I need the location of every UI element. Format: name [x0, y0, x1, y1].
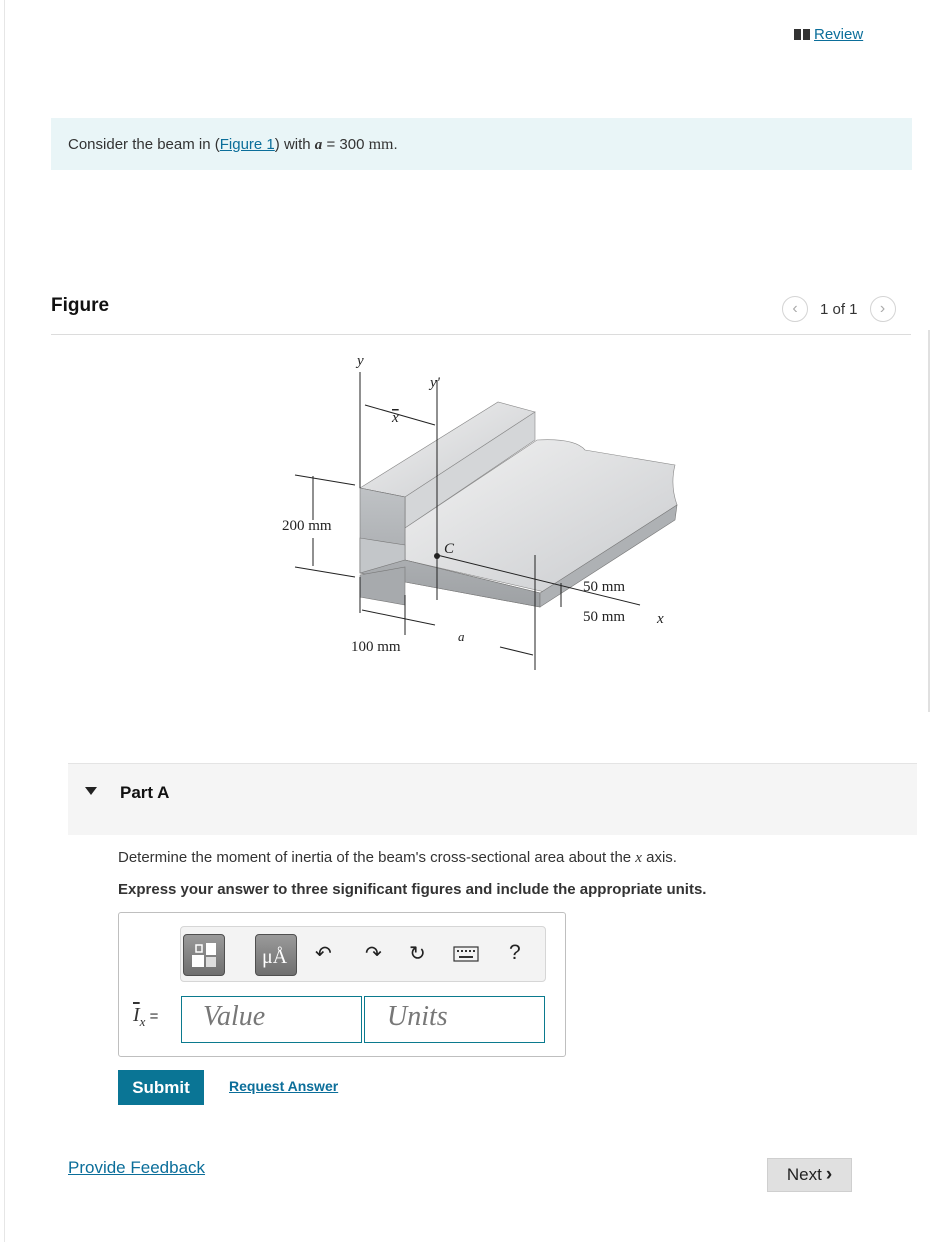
- part-a-header[interactable]: [68, 763, 917, 835]
- answer-box: [118, 912, 566, 1057]
- pager-count: 1 of 1: [820, 300, 858, 318]
- templates-button[interactable]: [183, 934, 225, 976]
- chevron-left-icon: ‹: [792, 300, 798, 317]
- next-label: Next: [786, 1165, 822, 1184]
- figure-divider: [51, 334, 911, 335]
- problem-unit: mm: [368, 136, 394, 153]
- next-figure-button[interactable]: [870, 296, 896, 322]
- centroid-dot: [434, 553, 440, 559]
- problem-suffix: .: [393, 136, 398, 153]
- submit-button[interactable]: Submit: [118, 1070, 204, 1105]
- answer-symbol-letter: $\overline{I}$: [133, 1004, 140, 1026]
- keyboard-icon[interactable]: [453, 945, 479, 968]
- answer-instruction: Express your answer to three significant figures and include the appropriate units.: [118, 881, 707, 898]
- review-label: Review: [814, 26, 864, 43]
- units-button[interactable]: [255, 934, 297, 976]
- prev-figure-button[interactable]: [782, 296, 808, 322]
- label-a: a: [458, 629, 465, 644]
- label-y: y: [357, 353, 364, 369]
- problem-middle: ) with: [274, 136, 315, 153]
- question-text: [118, 849, 677, 867]
- answer-symbol: [133, 1004, 158, 1030]
- redo-icon[interactable]: ↷: [365, 943, 382, 965]
- question-prefix: Determine the moment of inertia of the beam's cross-sectional area about the: [118, 849, 636, 866]
- figure-link[interactable]: Figure 1: [219, 136, 275, 153]
- label-y-prime: y': [430, 375, 440, 391]
- units-symbol: μÅ: [262, 946, 288, 968]
- problem-prefix: Consider the beam in (: [68, 136, 220, 153]
- label-x-bar: x: [392, 410, 399, 426]
- problem-var: a: [314, 137, 323, 153]
- figure-pager: [782, 295, 896, 323]
- figure-title: Figure: [51, 295, 110, 316]
- problem-banner: [51, 118, 912, 170]
- units-input[interactable]: Units: [364, 996, 545, 1043]
- beam-figure: [275, 345, 695, 675]
- question-var: x: [635, 850, 642, 866]
- reset-icon[interactable]: ↻: [409, 943, 426, 965]
- beam-body: [360, 402, 677, 607]
- math-toolbar: [180, 926, 546, 982]
- help-button[interactable]: ?: [509, 941, 521, 964]
- undo-icon[interactable]: ↶: [315, 943, 332, 965]
- chevron-right-icon: ›: [879, 300, 886, 317]
- page-border-left: [4, 0, 5, 1242]
- next-button[interactable]: [767, 1158, 852, 1192]
- scrollbar-track[interactable]: [928, 330, 930, 712]
- dim-50mm-top: 50 mm: [583, 579, 626, 595]
- provide-feedback-link[interactable]: Provide Feedback: [68, 1158, 206, 1177]
- value-input[interactable]: Value: [181, 996, 362, 1043]
- dim-200mm: 200 mm: [282, 518, 332, 534]
- answer-symbol-sub: x: [139, 1014, 146, 1029]
- label-c: C: [444, 541, 455, 557]
- request-answer-link[interactable]: Request Answer: [229, 1078, 339, 1094]
- collapse-triangle-icon[interactable]: [85, 787, 97, 795]
- answer-equals: =: [145, 1008, 159, 1025]
- dim-100mm: 100 mm: [351, 639, 401, 655]
- templates-icon: [184, 935, 224, 975]
- problem-statement: [68, 136, 398, 154]
- book-icon: [794, 29, 810, 40]
- chevron-right-icon: ›: [825, 1164, 833, 1185]
- question-suffix: axis.: [641, 849, 677, 866]
- part-a-label: Part A: [120, 783, 170, 802]
- dim-50mm-bottom: 50 mm: [583, 609, 626, 625]
- problem-eq: = 300: [322, 136, 369, 153]
- label-x: x: [657, 611, 664, 627]
- review-link[interactable]: [794, 26, 863, 43]
